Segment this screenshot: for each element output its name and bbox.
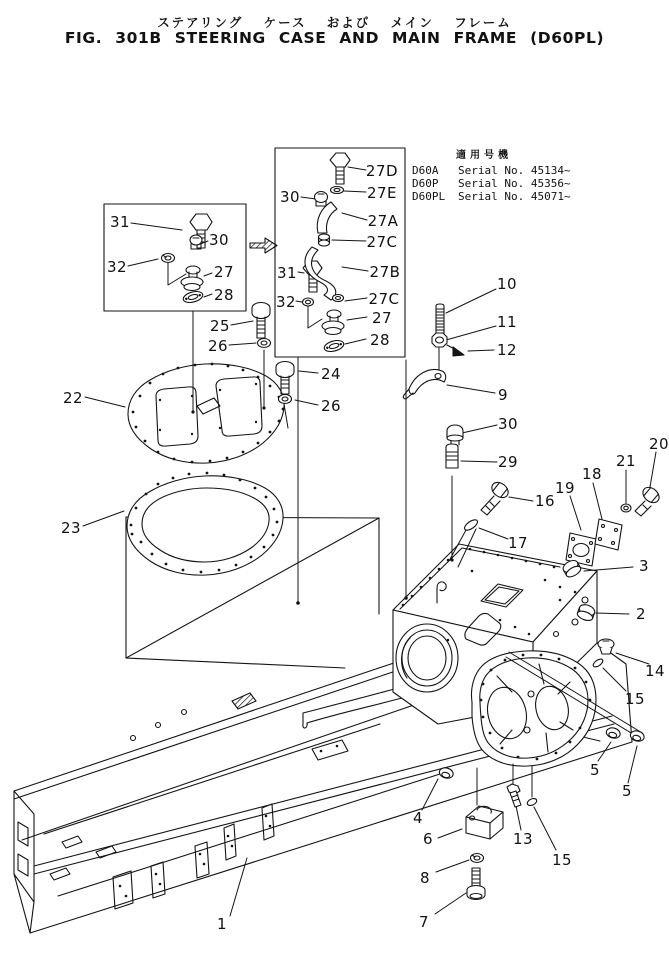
part-callout-31: 31 — [276, 264, 298, 282]
part-callout-27: 27 — [371, 309, 393, 327]
part-callout-4: 4 — [412, 809, 424, 827]
bolt-25-glyph — [252, 303, 270, 339]
bolt-27D-glyph — [330, 153, 350, 184]
part-callout-30: 30 — [279, 188, 301, 206]
nut-30-glyph — [315, 192, 328, 207]
part-callout-14: 14 — [644, 662, 666, 680]
o-ring-17-glyph — [463, 518, 479, 532]
stud-10-glyph — [436, 304, 444, 334]
part-callout-32: 32 — [275, 293, 297, 311]
part-callout-5: 5 — [621, 782, 633, 800]
serial-range: Serial No. 45071~ — [458, 190, 571, 203]
washer-27E-glyph — [331, 187, 344, 194]
direction-arrow-12-icon — [447, 345, 464, 356]
washer-32-glyph — [303, 298, 314, 306]
part-callout-15: 15 — [624, 690, 646, 708]
part-callout-32: 32 — [106, 258, 128, 276]
nut-30-glyph — [190, 235, 202, 249]
bolt-20-glyph — [635, 484, 662, 516]
part-callout-9: 9 — [497, 386, 509, 404]
elbow-27A-glyph — [317, 202, 337, 233]
part-callout-15: 15 — [551, 851, 573, 869]
plug-16-glyph — [481, 479, 511, 515]
cover-plate-22 — [128, 363, 284, 464]
part-callout-11: 11 — [496, 313, 518, 331]
model-code: D60PL — [412, 190, 446, 203]
part-callout-27C: 27C — [366, 233, 398, 251]
part-callout-28: 28 — [369, 331, 391, 349]
fitting-27C-glyph — [319, 234, 330, 246]
model-code: D60A — [412, 164, 439, 177]
part-callout-26: 26 — [320, 397, 342, 415]
cap-30-glyph — [447, 425, 463, 445]
bolt-13-glyph — [507, 784, 521, 807]
fitting-27C-glyph — [333, 295, 344, 302]
part-callout-16: 16 — [534, 492, 556, 510]
part-callout-23: 23 — [60, 519, 82, 537]
bolt-7-glyph — [467, 868, 485, 900]
cover-plate-18-glyph — [595, 519, 622, 550]
part-callout-31: 31 — [109, 213, 131, 231]
part-callout-24: 24 — [320, 365, 342, 383]
part-callout-6: 6 — [422, 830, 434, 848]
part-callout-20: 20 — [648, 435, 669, 453]
part-callout-27A: 27A — [367, 212, 399, 230]
part-callout-13: 13 — [512, 830, 534, 848]
o-ring-15-glyph — [592, 658, 604, 669]
part-callout-30: 30 — [208, 231, 230, 249]
part-callout-19: 19 — [554, 479, 576, 497]
part-callout-21: 21 — [615, 452, 637, 470]
gasket-23 — [127, 472, 283, 576]
part-callout-27B: 27B — [369, 263, 401, 281]
gasket-28-glyph — [182, 290, 204, 305]
applicability-heading: 適用号機 — [456, 150, 512, 161]
part-callout-10: 10 — [496, 275, 518, 293]
nut-11-glyph — [432, 333, 447, 347]
part-callout-25: 25 — [209, 317, 231, 335]
clamp-9-glyph — [403, 370, 445, 399]
plug-5-glyph — [605, 726, 621, 739]
part-callout-27E: 27E — [366, 184, 398, 202]
part-callout-26: 26 — [207, 337, 229, 355]
part-callout-29: 29 — [497, 453, 519, 471]
hatched-arrow-icon — [250, 238, 277, 253]
part-callout-1: 1 — [216, 915, 228, 933]
part-callout-18: 18 — [581, 465, 603, 483]
part-callout-5: 5 — [589, 761, 601, 779]
serial-range: Serial No. 45356~ — [458, 177, 571, 190]
part-callout-3: 3 — [638, 557, 650, 575]
part-callout-8: 8 — [419, 869, 431, 887]
o-ring-15-glyph — [526, 797, 538, 807]
gasket-28-glyph — [323, 339, 345, 354]
figure-title-japanese: ステアリング ケース および メイン フレーム — [157, 15, 512, 30]
washer-8-glyph — [471, 854, 484, 863]
gauge-29-glyph — [446, 444, 458, 468]
part-callout-30: 30 — [497, 415, 519, 433]
part-callout-17: 17 — [507, 534, 529, 552]
part-callout-22: 22 — [62, 389, 84, 407]
washer-21-glyph — [621, 504, 631, 512]
figure-title: FIG. 301B STEERING CASE AND MAIN FRAME (D60PL) — [64, 29, 605, 47]
washer-26-glyph — [279, 395, 292, 404]
breather-27-glyph — [322, 310, 344, 335]
breather-27-glyph — [181, 266, 203, 291]
part-callout-7: 7 — [418, 913, 430, 931]
washer-26-glyph — [258, 339, 271, 348]
clamp-6-glyph — [466, 806, 503, 839]
part-callout-27: 27 — [213, 263, 235, 281]
washer-32-glyph — [162, 254, 175, 263]
plug-14-glyph — [598, 639, 614, 654]
part-callout-12: 12 — [496, 341, 518, 359]
steering-case-side-cover — [471, 651, 596, 766]
part-callout-2: 2 — [635, 605, 647, 623]
part-callout-27D: 27D — [365, 162, 399, 180]
serial-range: Serial No. 45134~ — [458, 164, 571, 177]
model-code: D60P — [412, 177, 439, 190]
part-callout-28: 28 — [213, 286, 235, 304]
part-callout-27C: 27C — [368, 290, 400, 308]
